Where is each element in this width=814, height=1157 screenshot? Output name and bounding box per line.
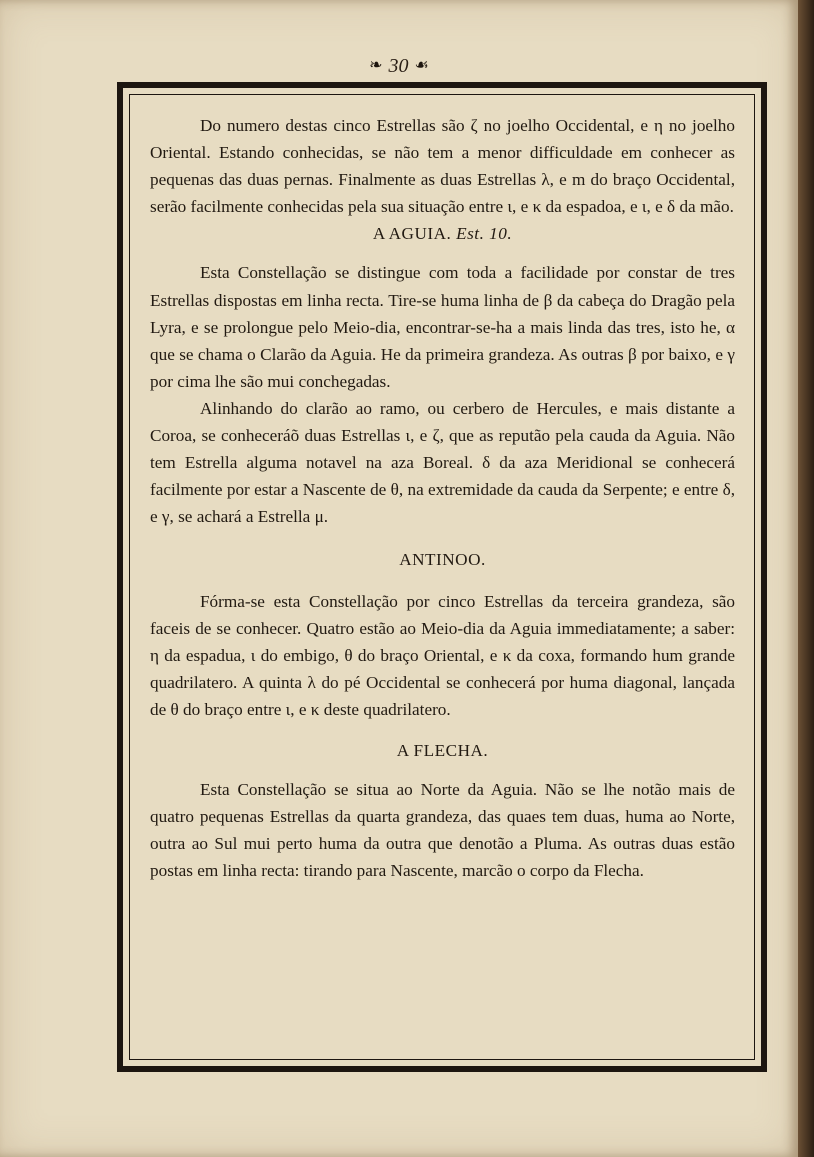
heading-antinoo: ANTINOO. — [399, 550, 486, 570]
paragraph-aguia-1: Esta Constellação se distingue com toda a facilidade por constar de tres Estrellas dispostas em linha recta. Tire-se huma linha de β da cabeça do Dragão pela Lyra, e se prolongue pelo Meio-dia, encontrar-se-ha a mais linda das tres, isto he, α que se chama o Clarão da Aguia. He da primeira grandeza. As outras β por baixo, e γ por cima lhe são mui conchegadas. — [150, 263, 735, 391]
page-edge — [798, 0, 814, 1157]
paragraph-antinoo: Fórma-se esta Constellação por cinco Estrellas da terceira grandeza, são faceis de se conhecer. Quatro estão ao Meio-dia da Aguia immediatamente; a saber: η da espadua, ι do embigo, θ do braço Oriental, e κ da coxa, formando hum grande quadrilatero. A quinta λ do pé Occidental se conhecerá por huma diagonal, lançada de θ do braço entre ι, e κ deste quadrilatero. — [150, 591, 735, 719]
page-number: 30 — [388, 55, 409, 78]
heading-aguia — [150, 220, 735, 247]
paragraph-flecha: Esta Constellação se situa ao Norte da Aguia. Não se lhe notão mais de quatro pequenas Estrellas da quarta grandeza, das quaes tem duas, huma ao Norte, outra ao Sul mui perto huma da outra que denotão a Pluma. As outras duas estão postas em linha recta: tirando para Nascente, marcão o corpo da Flecha. — [150, 780, 735, 881]
heading-aguia-est: Est. 10. — [456, 224, 513, 244]
heading-aguia-title: A AGUIA. — [372, 224, 452, 244]
page-header — [0, 52, 798, 78]
ornament-right-icon: ☙ — [414, 57, 429, 75]
paragraph-intro: Do numero destas cinco Estrellas são ζ no joelho Occidental, e η no joelho Oriental. Estando conhecidas, se não tem a menor difficuldade em conhecer as pequenas das duas pernas. Finalmente as duas Estrellas λ, e m do braço Occidental, serão facilmente conhecidas pela sua situação entre ι, e κ da espadoa, e ι, e δ da mão. — [150, 116, 735, 217]
heading-flecha: A FLECHA. — [396, 740, 489, 760]
ornament-left-icon: ❧ — [369, 57, 383, 75]
paragraph-aguia-2: Alinhando do clarão ao ramo, ou cerbero de Hercules, e mais distante a Coroa, se conheceráõ duas Estrellas ι, e ζ, que as reputão pela cauda da Aguia. Não tem Estrella alguma notavel na aza Boreal. δ da aza Meridional se conhecerá facilmente por estar a Nascente de θ, na extremidade da cauda da Serpente; e entre δ, e γ, se achará a Estrella μ. — [150, 398, 735, 527]
page-text — [150, 112, 735, 884]
